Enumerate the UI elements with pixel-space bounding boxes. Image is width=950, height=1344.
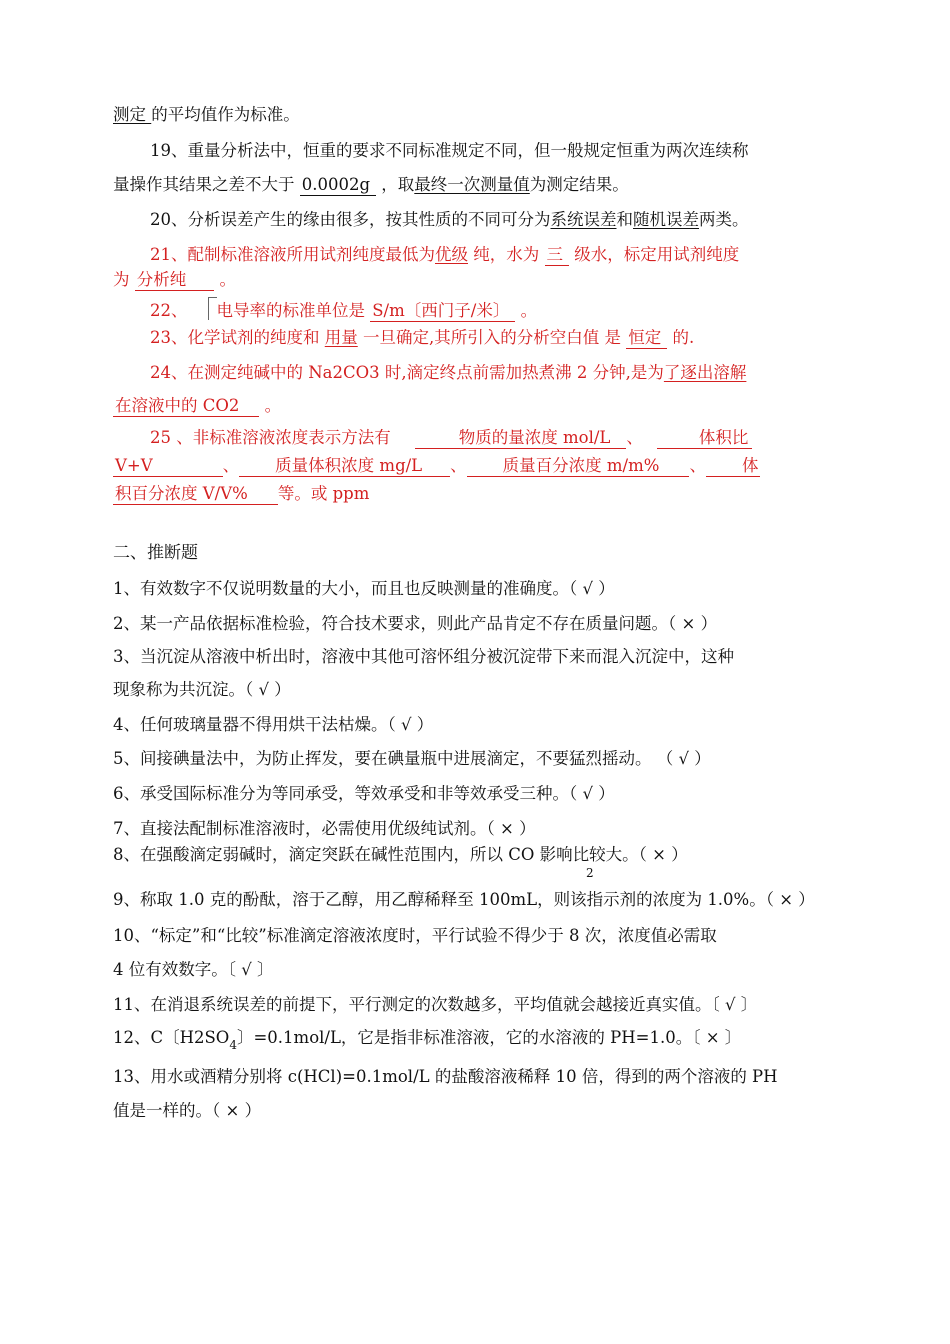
judge-7: 7、直接法配制标准溶液时，必需使用优级纯试剂。（ × ） (113, 819, 536, 838)
text: 、 (222, 456, 240, 475)
answer-19-2: 最终一次测量值 (414, 175, 530, 194)
judge-12 (113, 1027, 741, 1050)
text: 级水，标定用试剂纯度 (569, 245, 740, 264)
text: 23、化学试剂的纯度和 (150, 328, 325, 347)
judge-8-subscript: 2 (586, 866, 594, 880)
answer-25-1: 物质的量浓度 mol/L (415, 428, 627, 449)
text: 的. (667, 328, 695, 347)
text: 纯，水为 (468, 245, 545, 264)
text: 。 (259, 396, 282, 415)
text: 12、C〔H2SO (113, 1028, 230, 1047)
text: ，取 (376, 175, 415, 194)
line-24a (150, 362, 746, 384)
text: 。 (515, 301, 538, 320)
line-22 (150, 297, 537, 322)
text: 、 (626, 428, 643, 447)
judge-6: 6、承受国际标准分为等同承受，等效承受和非等效承受三种。（ √ ） (113, 784, 615, 803)
judge-4: 4、任何玻璃量器不得用烘干法枯燥。（ √ ） (113, 715, 434, 734)
answer-23-1: 用量 (324, 328, 358, 347)
answer-21-2: 三 (545, 245, 570, 266)
judge-3b: 现象称为共沉淀。（ √ ） (113, 680, 291, 699)
judge-13b: 值是一样的。（ × ） (113, 1101, 262, 1120)
line-25b (113, 455, 760, 477)
judge-3a: 3、当沉淀从溶液中析出时，溶液中其他可溶怀组分被沉淀带下来而混入沉淀中，这种 (113, 647, 734, 666)
line-23 (150, 327, 694, 349)
answer-21-1: 优级 (435, 245, 468, 264)
text: 20、分析误差产生的缘由很多，按其性质的不同可分为 (150, 210, 551, 229)
text: 。 (214, 270, 236, 289)
text: 25 、非标准溶液浓度表示方法有 (150, 428, 391, 447)
answer-24-cont: 在溶液中的 CO2 (113, 396, 259, 417)
answer-20-2: 随机误差 (633, 210, 699, 229)
answer-22: S/m〔西门子/米〕 (370, 301, 515, 322)
bracket-mark (208, 297, 217, 320)
section-title: 二、推断题 (113, 543, 198, 563)
text: 、 (689, 456, 706, 475)
line-21b (113, 269, 236, 291)
text: 量操作其结果之差不大于 (113, 175, 300, 194)
judge-10b: 4 位有效数字。〔 √ 〕 (113, 960, 274, 979)
answer-25-5-cont: 积百分浓度 V/V% (113, 484, 278, 505)
text: 〕=0.1mol/L，它是指非标准溶液，它的水溶液的 PH=1.0。〔 × 〕 (236, 1028, 742, 1047)
line-25a (150, 427, 752, 449)
text: 一旦确定,其所引入的分析空白值 是 (357, 328, 627, 347)
answer-21-3: 分析纯 (135, 270, 215, 291)
judge-2: 2、某一产品依据标准检验，符合技术要求，则此产品肯定不存在质量问题。（ × ） (113, 614, 718, 633)
answer-25-4: 质量百分浓度 m/m% (467, 456, 690, 477)
judge-9: 9、称取 1.0 克的酚酞，溶于乙醇，用乙醇稀释至 100mL，则该指示剂的浓度为 1.0%。（ × ） (113, 890, 815, 909)
line-21a (150, 244, 739, 266)
judge-11: 11、在消退系统误差的前提下，平行测定的次数越多，平均值就会越接近真实值。〔 √ 〕 (113, 995, 758, 1014)
answer-19-1: 0.0002g (300, 175, 376, 196)
line-19a: 19、重量分析法中，恒重的要求不同标准规定不同，但一般规定恒重为两次连续称 (150, 141, 749, 160)
text: 两类。 (699, 210, 749, 229)
line-24b (113, 395, 281, 417)
text: 22、 (150, 301, 188, 320)
judge-10a: 10、“标定”和“比较”标准滴定溶液浓度时，平行试验不得少于 8 次，浓度值必需取 (113, 926, 717, 945)
judge-5: 5、间接碘量法中，为防止挥发，要在碘量瓶中进展滴定，不要猛烈摇动。 （ √ ） (113, 749, 711, 768)
text: 电导率的标准单位是 (216, 301, 371, 320)
answer-20-1: 系统误差 (550, 210, 617, 229)
line-20 (150, 209, 749, 231)
text: 的平均值作为标准。 (151, 105, 300, 124)
text: 24、在测定纯碱中的 Na2CO3 时,滴定终点前需加热煮沸 2 分钟,是为 (150, 363, 664, 382)
line-18-tail (113, 104, 300, 126)
judge-1: 1、有效数字不仅说明数量的大小，而且也反映测量的准确度。（ √ ） (113, 579, 615, 598)
answer-25-2: 体积比 (657, 428, 753, 449)
line-19b (113, 174, 629, 196)
answer-18: 测定 (113, 105, 152, 124)
text: 为 (113, 270, 135, 289)
answer-25-5: 体 (706, 456, 761, 477)
answer-25-2-cont: V+V (113, 456, 223, 477)
text: 21、配制标准溶液所用试剂纯度最低为 (150, 245, 435, 264)
judge-13a: 13、用水或酒精分别将 c(HCl)=0.1mol/L 的盐酸溶液稀释 10 倍，得到的两个溶液的 PH (113, 1067, 778, 1086)
subscript: 4 (229, 1038, 237, 1052)
judge-8: 8、在强酸滴定弱碱时，滴定突跃在碱性范围内，所以 CO 影响比较大。（ × ） (113, 845, 688, 864)
answer-25-3: 质量体积浓度 mg/L (239, 456, 450, 477)
line-25c (113, 483, 369, 505)
text: 等。或 ppm (277, 484, 370, 503)
text: 为测定结果。 (529, 175, 629, 194)
answer-23-2: 恒定 (626, 328, 667, 349)
text: 和 (616, 210, 633, 229)
answer-24: 了逐出溶解 (663, 363, 747, 382)
text: 、 (450, 456, 467, 475)
